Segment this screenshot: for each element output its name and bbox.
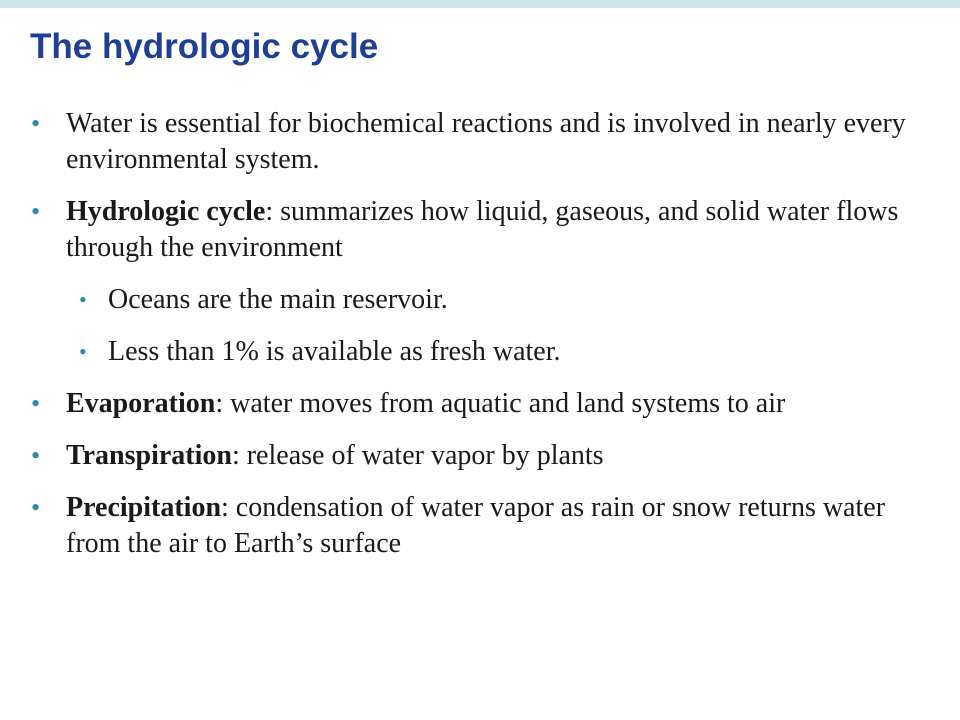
slide-title: The hydrologic cycle: [30, 27, 379, 66]
bullet-transpiration: [0, 438, 930, 474]
bullet-marker: •: [31, 493, 41, 522]
bullet-evaporation: [0, 386, 930, 422]
bullet-text: Oceans are the main reservoir.: [108, 284, 448, 315]
bullet-marker: •: [31, 197, 41, 226]
bullet-term: Evaporation: [66, 388, 216, 419]
bullet-text: : release of water vapor by plants: [231, 440, 604, 471]
bullet-term: Transpiration: [66, 440, 232, 471]
bullet-text: : condensation of water vapor as rain or snow returns water from the air to Earth’s surface: [66, 492, 886, 559]
bullet-hydrologic-cycle: [0, 194, 930, 266]
bullet-precipitation: [0, 490, 930, 562]
sub-bullet-fresh-water: [0, 334, 930, 370]
bullet-list: [0, 106, 930, 578]
sub-bullet-oceans: [0, 282, 930, 318]
bullet-text: : summarizes how liquid, gaseous, and solid water flows through the environment: [66, 196, 899, 263]
bullet-water-essential: [0, 106, 930, 178]
bullet-marker: •: [79, 339, 87, 364]
bullet-term: Precipitation: [66, 492, 222, 523]
bullet-marker: •: [31, 389, 41, 418]
bullet-marker: •: [79, 287, 87, 312]
top-accent-bar: [0, 0, 960, 8]
bullet-marker: •: [31, 441, 41, 470]
bullet-text: Less than 1% is available as fresh water.: [108, 336, 561, 367]
bullet-text: Water is essential for biochemical reactions and is involved in nearly every environmental system.: [66, 108, 906, 175]
bullet-term: Hydrologic cycle: [66, 196, 266, 227]
bullet-marker: •: [31, 109, 41, 138]
bullet-text: : water moves from aquatic and land systems to air: [215, 388, 786, 419]
